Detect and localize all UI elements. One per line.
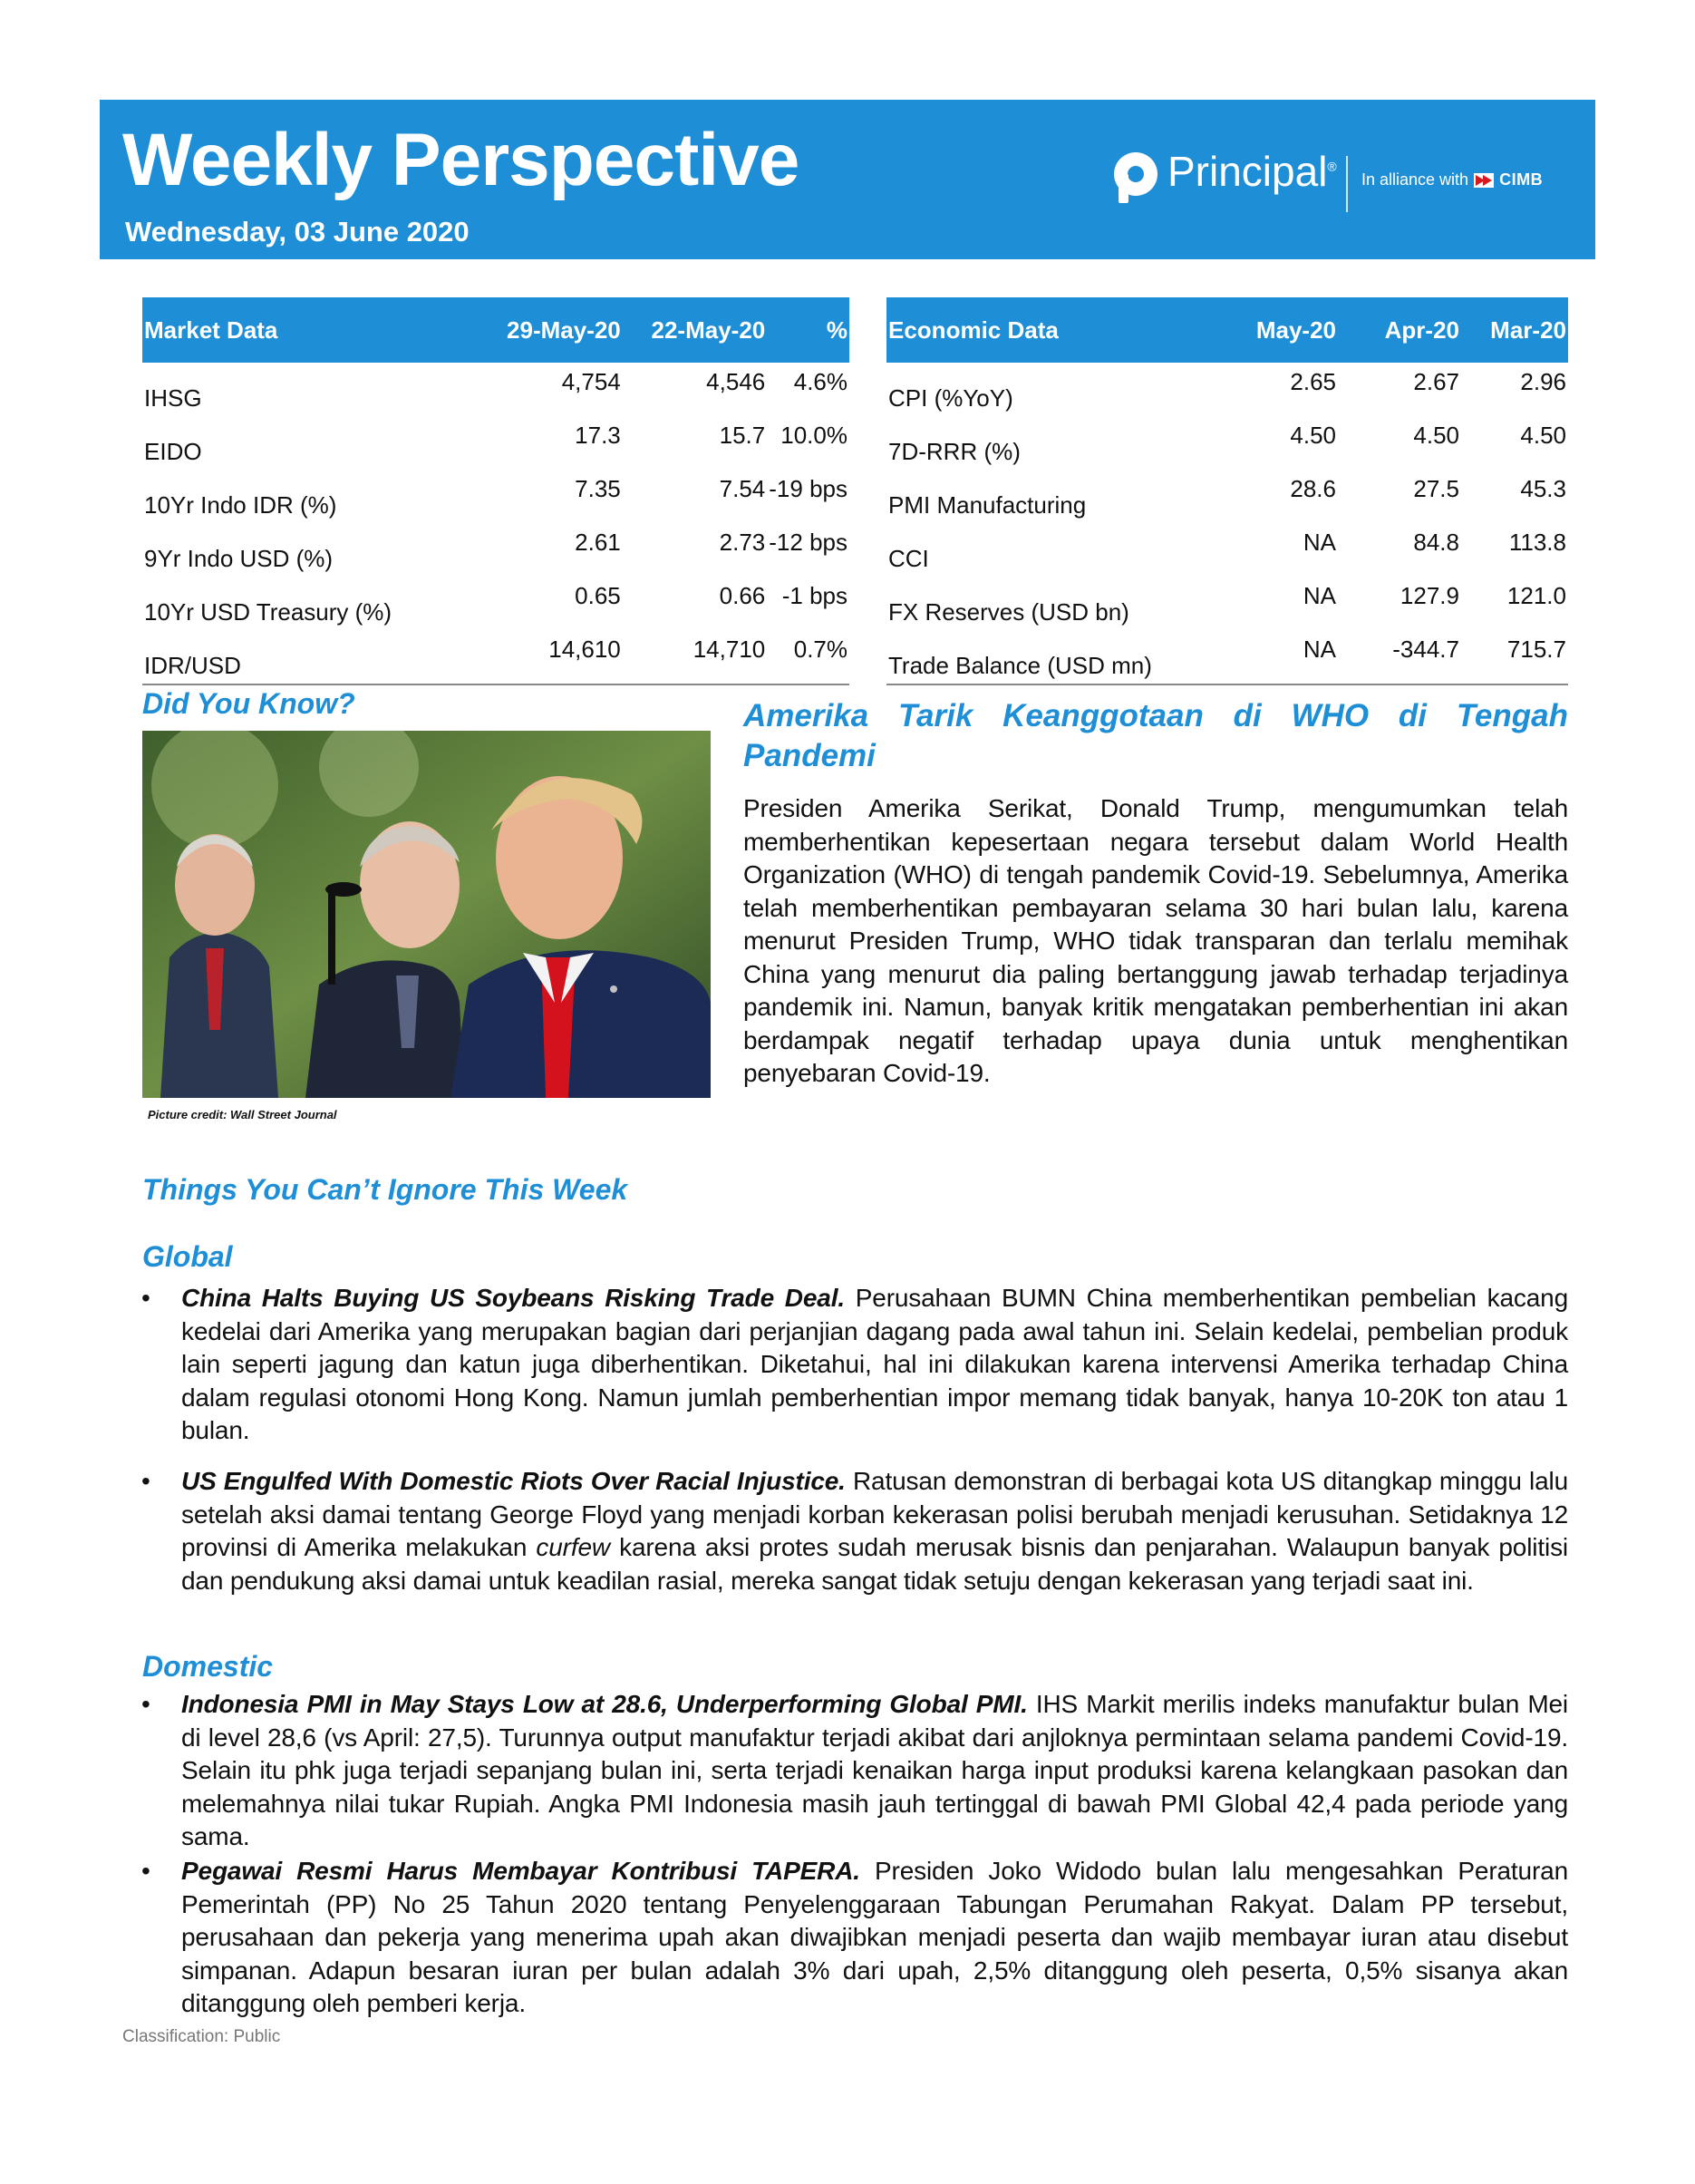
- table-row: [142, 630, 849, 684]
- table-row: [886, 523, 1568, 577]
- list-item: [141, 1282, 1568, 1448]
- table-cell: 2.67: [1413, 368, 1459, 395]
- row-label: IDR/USD: [142, 630, 474, 684]
- table-cell: 4.50: [1290, 422, 1336, 449]
- table-cell: NA: [1303, 529, 1336, 556]
- table-header-cell: May-20: [1224, 297, 1338, 363]
- photo-credit: Picture credit: Wall Street Journal: [148, 1108, 337, 1121]
- table-header-cell: %: [767, 297, 849, 363]
- list-item-text: [181, 1282, 1568, 1448]
- table-cell: 2.65: [1290, 368, 1336, 395]
- row-label: Trade Balance (USD mn): [886, 630, 1224, 684]
- principal-p-icon: [1106, 147, 1166, 207]
- table-cell: 14,610: [474, 630, 623, 684]
- row-label: EIDO: [144, 438, 202, 465]
- list-item-text: [181, 1465, 1568, 1597]
- table-cell: 0.65: [575, 582, 621, 609]
- publication-date: Wednesday, 03 June 2020: [125, 216, 470, 248]
- table-cell: NA: [1303, 582, 1336, 609]
- table-cell: -12 bps: [769, 529, 848, 556]
- bullet-icon: •: [141, 1284, 150, 1312]
- table-row: [886, 577, 1568, 630]
- table-cell: 715.7: [1461, 630, 1568, 684]
- things-heading: Things You Can’t Ignore This Week: [142, 1173, 628, 1206]
- table-cell: -1 bps: [781, 582, 848, 609]
- list-item-body: Presiden Joko Widodo bulan lalu mengesahkan Peraturan Pemerintah (PP) No 25 Tahun 2020 tentang Penyelenggaraan Tabungan Perumahan Rakyat. Dalam PP tersebut, perusahaan dan pekerja yang menerima upah akan diwajibkan menjadi peserta dan wajib membayar iuran atau disebut simpanan. Adapun besaran iuran per bulan adalah 3% dari upah, 2,5% ditanggung oleh peserta, 0,5% sisanya akan ditanggung oleh pemberi kerja.: [181, 1857, 1568, 2017]
- table-cell: 121.0: [1506, 582, 1566, 609]
- table-cell: 14,710: [623, 630, 767, 684]
- table-row: [142, 416, 849, 470]
- list-item-emphasis: curfew: [536, 1533, 610, 1561]
- table-cell: -19 bps: [769, 475, 848, 502]
- table-row: [886, 416, 1568, 470]
- row-label: CCI: [888, 545, 929, 572]
- list-item: [141, 1855, 1568, 2021]
- table-cell: NA: [1224, 630, 1338, 684]
- bullet-icon: •: [141, 1690, 150, 1718]
- list-item-lead: China Halts Buying US Soybeans Risking Trade Deal.: [181, 1284, 845, 1312]
- table-cell: 2.96: [1520, 368, 1566, 395]
- table-cell: 27.5: [1413, 475, 1459, 502]
- bullet-icon: •: [141, 1467, 150, 1495]
- logo-divider: [1346, 156, 1348, 212]
- table-header-cell: Economic Data: [886, 297, 1224, 363]
- table-row: [886, 630, 1568, 684]
- list-item: [141, 1688, 1568, 1854]
- table-header-row: [886, 297, 1568, 363]
- table-header-cell: 22-May-20: [623, 297, 767, 363]
- list-item-text: [181, 1855, 1568, 2021]
- list-item: [141, 1465, 1568, 1597]
- table-cell: 15.7: [719, 422, 766, 449]
- list-item-body: Perusahaan BUMN China memberhentikan pembelian kacang kedelai dari Amerika yang merupakan bagian dari perjanjian dagang pada awal tahun ini. Selain kedelai, pembelian produk lain seperti jagung dan katun juga diberhentikan. Diketahui, hal ini dilakukan karena intervensi Amerika terhadap China dalam regulasi otonomi Hong Kong. Namun jumlah pemberhentian impor memang tidak banyak, hanya 10-20K ton atau 1 bulan.: [181, 1284, 1568, 1444]
- table-row: [142, 363, 849, 416]
- header-banner: [100, 100, 1595, 259]
- table-cell: 127.9: [1400, 582, 1459, 609]
- list-item-lead: US Engulfed With Domestic Riots Over Racial Injustice.: [181, 1467, 846, 1495]
- list-item-lead: Indonesia PMI in May Stays Low at 28.6, Underperforming Global PMI.: [181, 1690, 1028, 1718]
- table-header-cell: Mar-20: [1461, 297, 1568, 363]
- global-heading: Global: [142, 1240, 233, 1273]
- list-item-body: Ratusan demonstran di berbagai kota US ditangkap minggu lalu setelah aksi damai tentang George Floyd yang menjadi korban kekerasan polisi berubah menjadi kerusuhan. Setidaknya 12 provinsi di Amerika melakukan: [181, 1467, 1568, 1561]
- table-cell: 17.3: [575, 422, 621, 449]
- table-cell: 4,546: [706, 368, 766, 395]
- table-row: [142, 523, 849, 577]
- table-cell: 2.73: [719, 529, 766, 556]
- table-row: [886, 363, 1568, 416]
- table-cell: 7.35: [575, 475, 621, 502]
- page-title: Weekly Perspective: [122, 119, 799, 201]
- table-row: [142, 470, 849, 523]
- bullet-icon: •: [141, 1857, 150, 1885]
- did-you-know-heading: Did You Know?: [142, 687, 355, 720]
- table-cell: 45.3: [1520, 475, 1566, 502]
- domestic-heading: Domestic: [142, 1650, 274, 1683]
- list-item-lead: Pegawai Resmi Harus Membayar Kontribusi TAPERA.: [181, 1857, 860, 1885]
- table-cell: 4,754: [561, 368, 621, 395]
- list-item-body: IHS Markit merilis indeks manufaktur bulan Mei di level 28,6 (vs April: 27,5). Turunnya output manufaktur terjadi akibat dari anjloknya permintaan selama pandemi Covid-19. Selain itu phk juga terjadi sepanjang bulan ini, serta terjadi kenaikan harga input produksi karena kelangkaan pasokan dan melemahnya nilai tukar Rupiah. Angka PMI Indonesia masih jauh tertinggal di bawah PMI Global 42,4 pada periode yang sama.: [181, 1690, 1568, 1850]
- row-label: 10Yr USD Treasury (%): [144, 598, 392, 626]
- table-row: [142, 577, 849, 630]
- table-cell: 113.8: [1508, 529, 1566, 556]
- list-item-body: karena aksi protes sudah merusak bisnis dan penjarahan. Walaupun banyak politisi dan pendukung aksi damai untuk keadilan rasial, mereka sangat tidak setuju dengan kekerasan yang terjadi saat ini.: [181, 1533, 1568, 1595]
- row-label: 7D-RRR (%): [888, 438, 1021, 465]
- table-row: [886, 470, 1568, 523]
- market-data-table: [142, 297, 849, 685]
- table-cell: 10.0%: [780, 422, 848, 449]
- row-label: FX Reserves (USD bn): [888, 598, 1129, 626]
- article-body: Presiden Amerika Serikat, Donald Trump, mengumumkan telah memberhentikan kepesertaan negara tersebut dalam World Health Organization (WHO) di tengah pandemik Covid-19. Sebelumnya, Amerika telah memberhentikan pembayaran selama 30 hari bulan lalu, karena menurut Presiden Trump, WHO tidak transparan dan terlalu memihak China yang menurut dia paling bertanggung jawab terhadap terjadinya pandemik ini. Namun, banyak kritik mengatakan pemberhentian ini akan berdampak negatif terhadap upaya dunia untuk menghentikan penyebaran Covid-19.: [743, 794, 1568, 1087]
- principal-logo-text: Principal®: [1167, 148, 1337, 195]
- economic-data-table: [886, 297, 1568, 685]
- article-title: Amerika Tarik Keanggotaan di WHO di Tengah Pandemi: [743, 698, 1568, 773]
- table-header-row: [142, 297, 849, 363]
- table-cell: 4.6%: [793, 368, 848, 395]
- row-label: 10Yr Indo IDR (%): [144, 491, 337, 519]
- table-cell: 84.8: [1413, 529, 1459, 556]
- row-label: CPI (%YoY): [888, 384, 1013, 412]
- alliance-note: In alliance with CIMB: [1361, 170, 1544, 189]
- table-cell: 7.54: [719, 475, 766, 502]
- table-header-cell: 29-May-20: [474, 297, 623, 363]
- table-cell: 4.50: [1413, 422, 1459, 449]
- table-cell: 28.6: [1290, 475, 1336, 502]
- table-header-cell: Apr-20: [1338, 297, 1461, 363]
- table-cell: 4.50: [1520, 422, 1566, 449]
- table-cell: 2.61: [575, 529, 621, 556]
- news-photo: [142, 731, 711, 1098]
- classification-label: Classification: Public: [122, 2027, 281, 2046]
- row-label: IHSG: [144, 384, 202, 412]
- cimb-logo-icon: [1474, 173, 1494, 188]
- table-header-cell: Market Data: [142, 297, 474, 363]
- table-cell: -344.7: [1338, 630, 1461, 684]
- table-cell: 0.7%: [767, 630, 849, 684]
- list-item-text: [181, 1688, 1568, 1854]
- row-label: PMI Manufacturing: [888, 491, 1087, 519]
- table-cell: 0.66: [719, 582, 766, 609]
- row-label: 9Yr Indo USD (%): [144, 545, 334, 572]
